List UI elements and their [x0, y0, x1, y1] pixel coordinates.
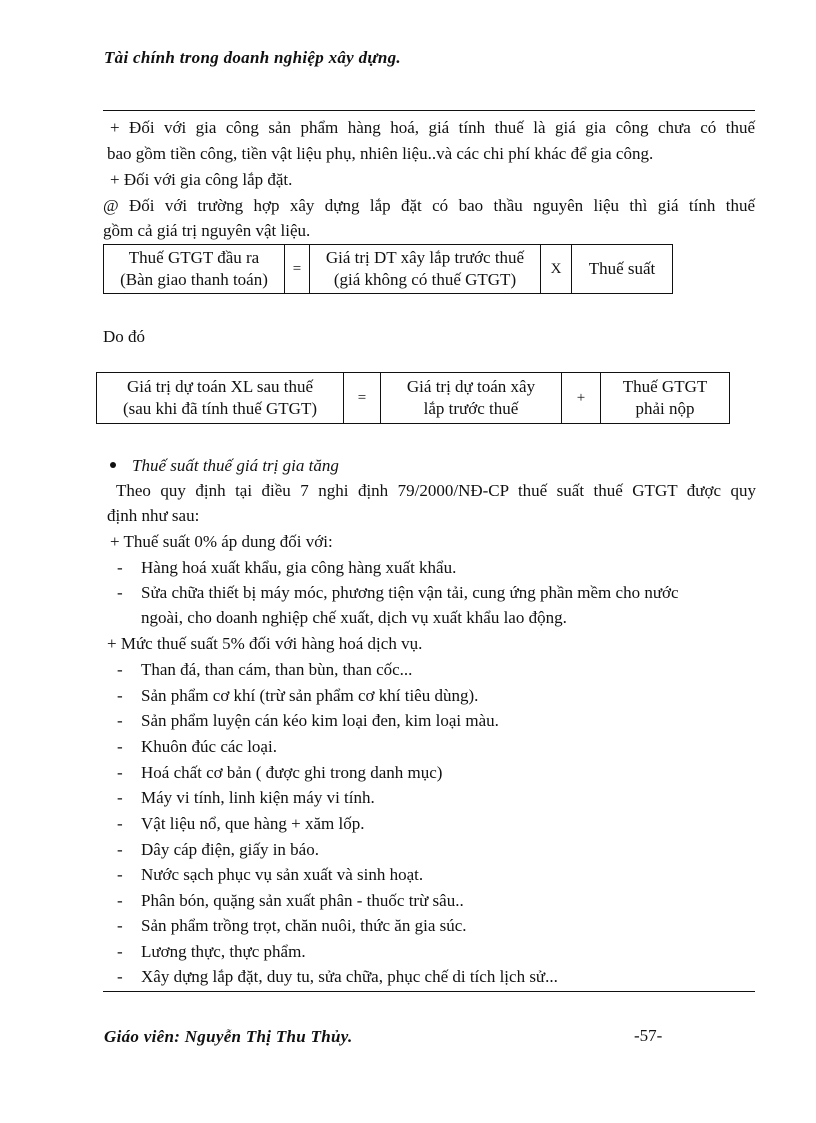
section-heading: Thuế suất thuế giá trị gia tăng: [110, 455, 760, 477]
list-item: - Hàng hoá xuất khẩu, gia công hàng xuất khẩu.: [117, 558, 457, 577]
list-item: - Dây cáp điện, giấy in báo.: [117, 840, 319, 859]
list-item: - Xây dựng lắp đặt, duy tu, sửa chữa, phục chế di tích lịch sử...: [117, 967, 558, 986]
formula-cell-estimate-after-tax: Giá trị dự toán XL sau thuế (sau khi đã tính thuế GTGT): [97, 373, 344, 424]
rate-5-heading: + Mức thuế suất 5% đối với hàng hoá dịch vụ.: [107, 634, 423, 653]
paragraph-line: + Đối với gia công sản phẩm hàng hoá, giá tính thuế là giá gia công chưa có thuế: [110, 118, 755, 137]
list-item-continuation: ngoài, cho doanh nghiệp chế xuất, dịch vụ xuất khẩu lao động.: [141, 608, 567, 627]
list-item: - Than đá, than cám, than bùn, than cốc...: [117, 660, 413, 679]
list-item: - Sản phẩm cơ khí (trừ sản phẩm cơ khí tiêu dùng).: [117, 686, 479, 705]
list-item: - Sản phẩm luyện cán kéo kim loại đen, kim loại màu.: [117, 711, 499, 730]
do-do-label: Do đó: [103, 327, 146, 346]
list-item: - Nước sạch phục vụ sản xuất và sinh hoạt.: [117, 865, 424, 884]
formula-cell-output-vat: Thuế GTGT đầu ra (Bàn giao thanh toán): [104, 245, 285, 294]
formula-cell-tax-rate: Thuế suất: [572, 245, 673, 294]
multiply-sign: X: [541, 245, 572, 294]
paragraph-line: Theo quy định tại điều 7 nghi định 79/2000/NĐ-CP thuế suất thuế GTGT được quy: [116, 481, 756, 500]
formula-table-output-vat: [103, 244, 673, 294]
header-title: Tài chính trong doanh nghiệp xây dựng.: [104, 48, 401, 67]
list-item: - Phân bón, quặng sản xuất phân - thuốc trừ sâu..: [117, 891, 464, 910]
formula-table-estimate-after-tax: [96, 372, 730, 424]
paragraph-line: gồm cả giá trị nguyên vật liệu.: [103, 221, 311, 240]
list-item: - Sửa chữa thiết bị máy móc, phương tiện vận tải, cung ứng phần mềm cho nước: [117, 583, 679, 602]
list-item: - Máy vi tính, linh kiện máy vi tính.: [117, 788, 375, 807]
rate-0-heading: + Thuế suất 0% áp dung đối với:: [110, 532, 333, 551]
footer-teacher: Giáo viên: Nguyễn Thị Thu Thủy.: [104, 1027, 353, 1046]
header-divider: [103, 110, 755, 111]
footer-divider: [103, 991, 755, 992]
paragraph-line: @ Đối với trường hợp xây dựng lắp đặt có bao thầu nguyên liệu thì giá tính thuế: [103, 196, 755, 215]
plus-sign: +: [562, 373, 601, 424]
list-item: - Sản phẩm trồng trọt, chăn nuôi, thức ăn gia súc.: [117, 916, 467, 935]
list-item: - Vật liệu nổ, que hàng + xăm lốp.: [117, 814, 365, 833]
equals-sign: =: [344, 373, 381, 424]
formula-cell-vat-payable: Thuế GTGT phải nộp: [601, 373, 730, 424]
bullet-icon: [110, 462, 116, 468]
page-number: -57-: [634, 1026, 663, 1045]
formula-cell-revenue-before-tax: Giá trị DT xây lắp trước thuế (giá không có thuế GTGT): [310, 245, 541, 294]
paragraph-line: định như sau:: [107, 506, 200, 525]
list-item: - Hoá chất cơ bản ( được ghi trong danh mục): [117, 763, 443, 782]
paragraph-line: + Đối với gia công lắp đặt.: [110, 170, 293, 189]
list-item: - Khuôn đúc các loại.: [117, 737, 277, 756]
equals-sign: =: [285, 245, 310, 294]
formula-cell-estimate-before-tax: Giá trị dự toán xây lắp trước thuế: [381, 373, 562, 424]
list-item: - Lương thực, thực phẩm.: [117, 942, 306, 961]
paragraph-line: bao gồm tiền công, tiền vật liệu phụ, nhiên liệu..và các chi phí khác để gia công.: [107, 144, 654, 163]
